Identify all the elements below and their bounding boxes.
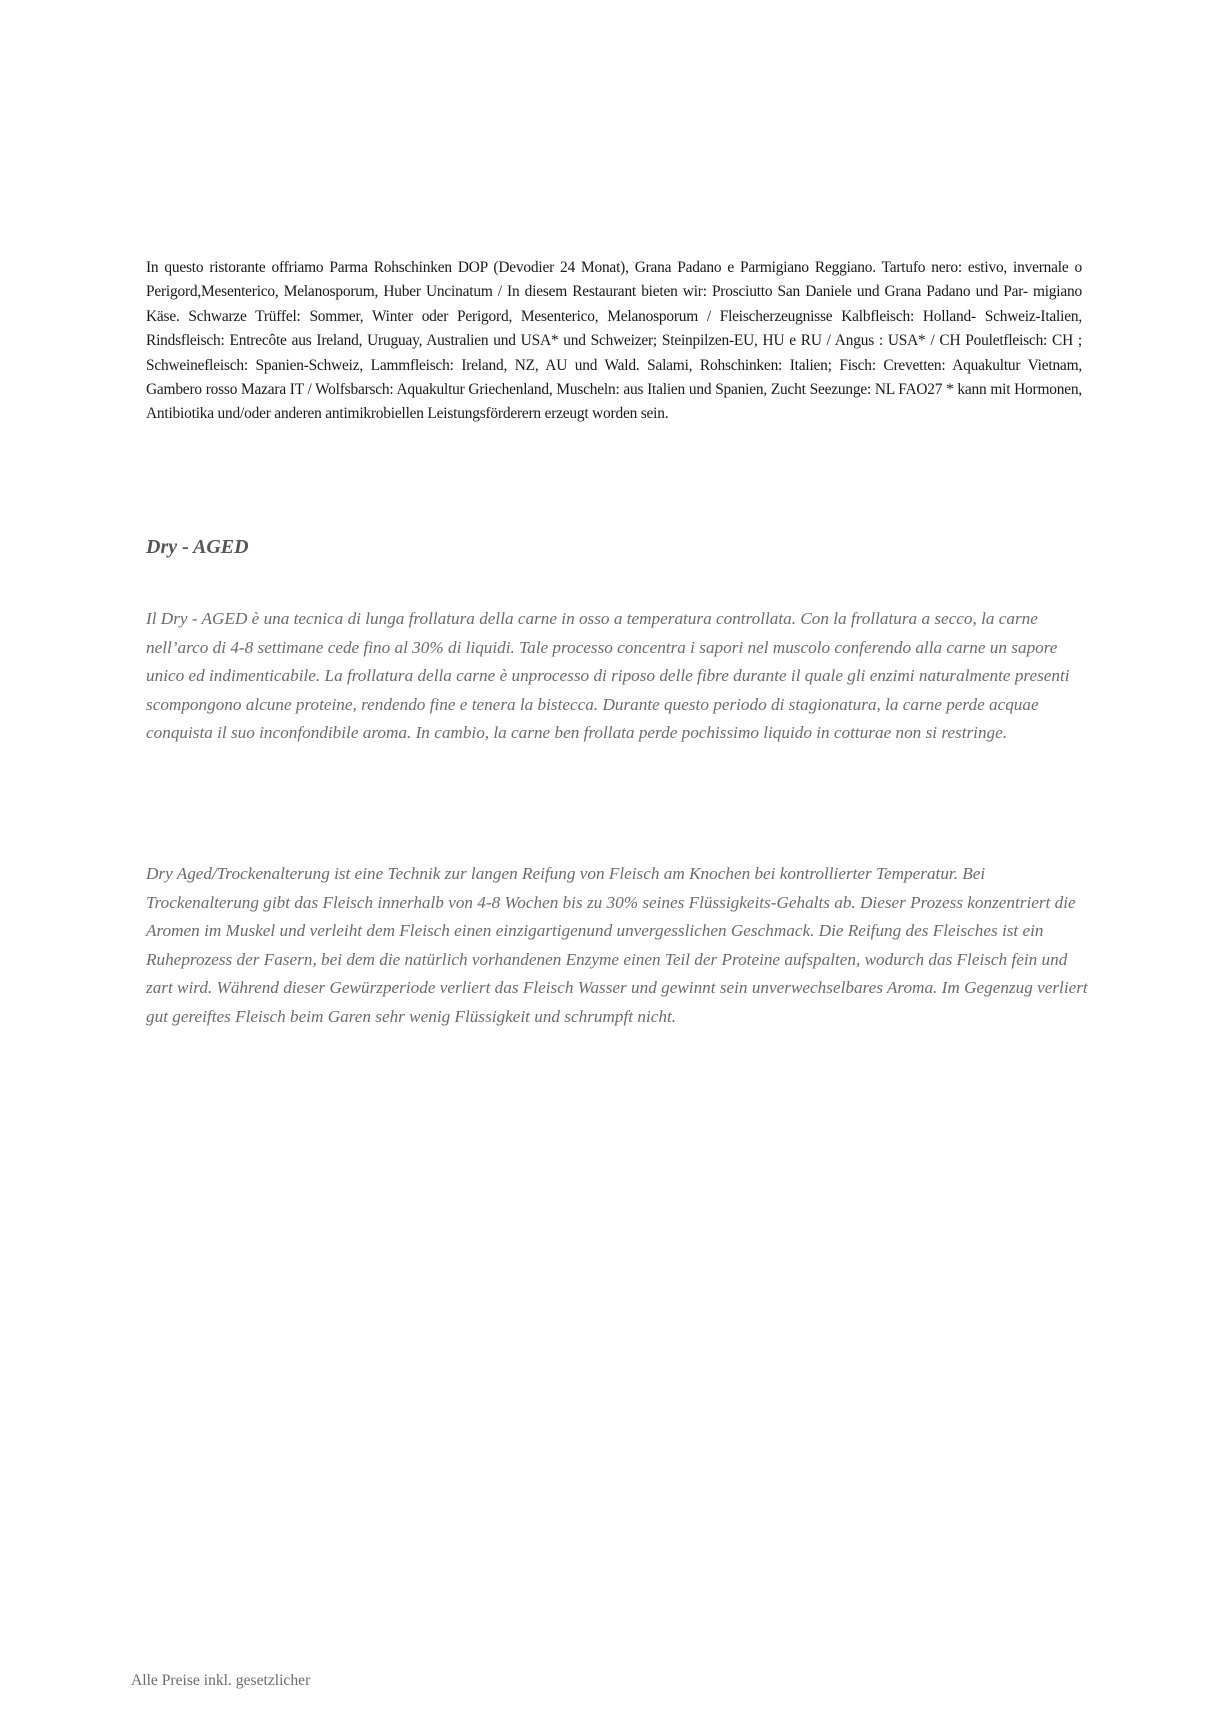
footer-price-note: Alle Preise inkl. gesetzlicher — [131, 1672, 311, 1689]
section-title: Dry - AGED — [146, 536, 249, 558]
origin-notice: In questo ristorante offriamo Parma Rohschinken DOP (Devodier 24 Monat), Grana Padano e Parmigiano Reggiano. Tartufo nero: estivo, invernale o Perigord,Mesenterico, Melanosporum, Huber Uncinatum / In diesem Restaurant bieten wir: Prosciutto San Daniele und Grana Padano und Par- migiano Käse. Schwarze Trüffel: Sommer, Winter oder Perigord, Mesenterico, Melanosporum / Fleischerzeugnisse Kalbfleisch: Holland- Schweiz-Italien, Rindsfleisch: Entrecôte aus Ireland, Uruguay, Australien und USA* und Schweizer; Steinpilzen-EU, HU e RU / Angus : USA* / CH Pouletfleisch: CH ; Schweinefleisch: Spanien-Schweiz, Lammfleisch: Ireland, NZ, AU und Wald. Salami, Rohschinken: Italien; Fisch: Crevetten: Aquakultur Vietnam, Gambero rosso Mazara IT / Wolfsbarsch: Aquakultur Griechenland, Muscheln: aus Italien und Spanien, Zucht Seezunge: NL FAO27 * kann mit Hormonen, Antibiotika und/oder anderen antimikrobiellen Leistungsförderern erzeugt worden sein. — [146, 259, 1082, 423]
dry-aged-paragraph-german: Dry Aged/Trockenalterung ist eine Technik zur langen Reifung von Fleisch am Knochen bei kontrollierter Temperatur. Bei Trockenalterung gibt das Fleisch innerhalb von 4-8 Wochen bis zu 30% seines Flüssigkeits-Gehalts ab. Dieser Prozess konzentriert die Aromen im Muskel und verleiht dem Fleisch einen einzigartigenund unvergesslichen Geschmack. Die Reifung des Fleisches ist ein Ruheprozess der Fasern, bei dem die natürlich vorhandenen Enzyme einen Teil der Proteine aufspalten, wodurch das Fleisch fein und zart wird. Während dieser Gewürzperiode verliert das Fleisch Wasser und gewinnt sein unverwechselbares Aroma. Im Gegenzug verliert gut gereiftes Fleisch beim Garen sehr wenig Flüssigkeit und schrumpft nicht. — [146, 864, 1088, 1026]
dry-aged-paragraph-italian: Il Dry - AGED è una tecnica di lunga frollatura della carne in osso a temperatura controllata. Con la frollatura a secco, la carne nell’arco di 4-8 settimane cede fino al 30% di liquidi. Tale processo concentra i sapori nel muscolo conferendo alla carne un sapore unico ed indimenticabile. La frollatura della carne è unprocesso di riposo delle fibre durante il quale gli enzimi naturalmente presenti scompongono alcune proteine, rendendo fine e tenera la bistecca. Durante questo periodo di stagionatura, la carne perde acquae conquista il suo inconfondibile aroma. In cambio, la carne ben frollata perde pochissimo liquido in cotturae non si restringe. — [146, 609, 1070, 743]
